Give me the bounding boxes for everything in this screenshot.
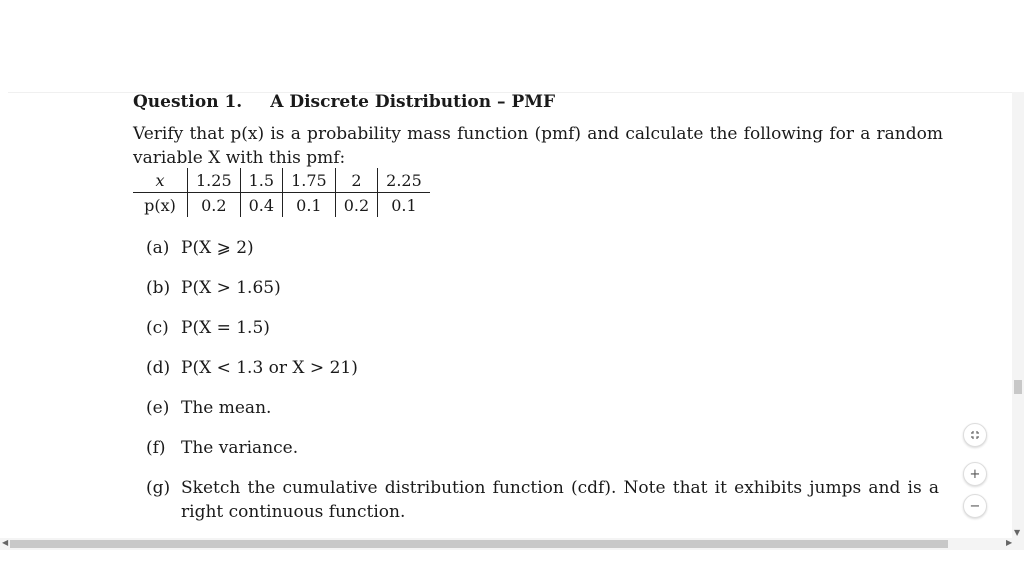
- zoom-out-button[interactable]: −: [963, 494, 987, 518]
- part-label: (c): [146, 318, 169, 338]
- horizontal-scroll-thumb[interactable]: [10, 540, 948, 548]
- part-text: P(X ⩾ 2): [181, 238, 254, 258]
- fit-page-icon: [969, 429, 981, 441]
- part-text: Sketch the cumulative distribution function (cdf). Note that it exhibits jumps and is a right continuous function.: [181, 478, 939, 522]
- part-label: (d): [146, 358, 171, 378]
- p-value: 0.2: [335, 193, 377, 218]
- part-text: P(X < 1.3 or X > 21): [181, 358, 358, 378]
- scroll-left-arrow-icon[interactable]: ◀: [2, 538, 9, 547]
- question-title: A Discrete Distribution – PMF: [270, 92, 556, 112]
- pmf-p-row: [133, 193, 430, 218]
- x-label: x: [133, 168, 188, 193]
- part-text: The mean.: [181, 398, 272, 418]
- question-number: Question 1.: [133, 92, 243, 112]
- scroll-down-arrow-icon[interactable]: ▼: [1014, 528, 1021, 537]
- part-text: P(X = 1.5): [181, 318, 270, 338]
- pmf-table: [133, 168, 430, 217]
- part-b: [146, 276, 941, 300]
- p-label: p(x): [133, 193, 188, 218]
- part-label: (f): [146, 438, 166, 458]
- x-value: 2.25: [378, 168, 430, 193]
- part-text: P(X > 1.65): [181, 278, 281, 298]
- pmf-x-row: [133, 168, 430, 193]
- part-label: (b): [146, 278, 171, 298]
- x-value: 1.75: [283, 168, 336, 193]
- x-value: 2: [335, 168, 377, 193]
- x-value: 1.25: [188, 168, 241, 193]
- part-text: The variance.: [181, 438, 299, 458]
- question-heading: [133, 92, 555, 112]
- p-value: 0.1: [391, 195, 417, 215]
- horizontal-scrollbar[interactable]: [0, 538, 1024, 550]
- fit-page-button[interactable]: [963, 423, 987, 447]
- part-g: [146, 476, 941, 524]
- p-value: 0.2: [188, 193, 241, 218]
- vertical-scrollbar[interactable]: [1012, 92, 1024, 540]
- x-value: 1.5: [240, 168, 282, 193]
- part-c: [146, 316, 941, 340]
- part-label: (e): [146, 398, 170, 418]
- part-a: [146, 236, 941, 260]
- part-e: [146, 396, 941, 420]
- part-label: (g): [146, 478, 171, 498]
- zoom-in-button[interactable]: +: [963, 462, 987, 486]
- vertical-scroll-thumb[interactable]: [1014, 380, 1022, 394]
- scroll-right-arrow-icon[interactable]: ▶: [1006, 538, 1013, 547]
- p-value: 0.1: [283, 193, 336, 218]
- part-d: [146, 356, 941, 380]
- question-intro: Verify that p(x) is a probability mass function (pmf) and calculate the following for a random variable X with this pmf:: [133, 124, 943, 168]
- p-value: 0.4: [240, 193, 282, 218]
- part-label: (a): [146, 238, 170, 258]
- part-f: [146, 436, 941, 460]
